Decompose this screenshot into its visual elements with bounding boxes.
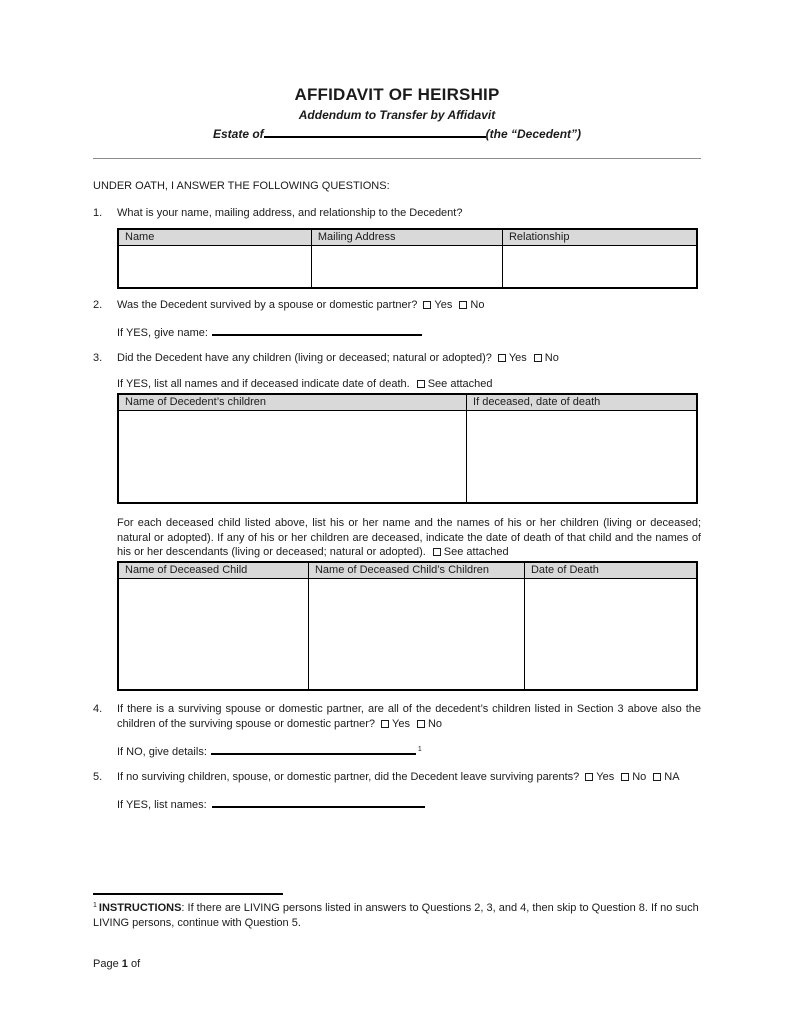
- q3-followup-label: If YES, list all names and if deceased indicate date of death.: [117, 377, 410, 390]
- header-divider: [93, 158, 701, 159]
- q3-see-attached-label: See attached: [427, 377, 493, 390]
- question-1-text: What is your name, mailing address, and relationship to the Decedent?: [117, 207, 463, 219]
- children-table-input-row: [118, 410, 697, 503]
- affiant-info-table: [117, 228, 698, 289]
- q2-followup-label: If YES, give name:: [117, 326, 208, 339]
- q3-yes-label: Yes: [508, 351, 527, 364]
- page-label: Page: [93, 958, 119, 971]
- date-of-death-column-header: Date of Death: [524, 562, 697, 579]
- question-3: [93, 351, 701, 366]
- question-4: [93, 702, 701, 732]
- q4-followup-line: [117, 743, 701, 760]
- deceased-child-children-cell[interactable]: [308, 578, 524, 690]
- children-table-header-row: [118, 394, 697, 411]
- footnote-text: : If there are LIVING persons listed in answers to Questions 2, 3, and 4, then skip to Question 8. If no such LIVING persons, continue with Question 5.: [93, 902, 699, 930]
- deceased-child-name-cell[interactable]: [118, 578, 308, 690]
- q5-na-checkbox[interactable]: [653, 773, 661, 781]
- q5-no-checkbox[interactable]: [621, 773, 629, 781]
- parents-names-field[interactable]: [212, 796, 425, 808]
- q5-yes-checkbox[interactable]: [585, 773, 593, 781]
- affiant-relationship-cell[interactable]: [502, 246, 697, 288]
- question-2-number: 2.: [93, 298, 103, 311]
- q3-followup-line: [117, 377, 701, 392]
- page-number: 1: [121, 958, 128, 971]
- children-names-cell[interactable]: [118, 410, 467, 503]
- q4-footnote-reference: 1: [417, 745, 422, 753]
- q4-yes-label: Yes: [392, 718, 410, 731]
- details-field[interactable]: [211, 743, 416, 755]
- estate-of-label: Estate of: [212, 127, 264, 141]
- mailing-address-column-header: Mailing Address: [311, 229, 502, 246]
- question-1: [93, 206, 701, 221]
- deceased-child-children-column-header: Name of Deceased Child’s Children: [308, 562, 524, 579]
- q4-followup-label: If NO, give details:: [117, 746, 207, 759]
- relationship-column-header: Relationship: [502, 229, 697, 246]
- q5-followup-line: [117, 796, 701, 813]
- spouse-name-field[interactable]: [212, 324, 422, 336]
- intro-statement: UNDER OATH, I ANSWER THE FOLLOWING QUESTIONS:: [93, 180, 390, 192]
- estate-line: [93, 126, 701, 142]
- deceased-child-table-header-row: [118, 562, 697, 579]
- q4-yes-checkbox[interactable]: [381, 720, 389, 728]
- affiant-mailing-address-cell[interactable]: [311, 246, 502, 288]
- footnote: [93, 901, 701, 931]
- page-title: AFFIDAVIT OF HEIRSHIP: [294, 85, 500, 104]
- q4-no-checkbox[interactable]: [417, 720, 425, 728]
- q5-na-label: NA: [664, 771, 680, 784]
- date-of-death-cell[interactable]: [524, 578, 697, 690]
- affiant-name-cell[interactable]: [118, 246, 311, 288]
- q3-yes-checkbox[interactable]: [498, 354, 506, 362]
- deceased-see-attached-label: See attached: [443, 546, 509, 559]
- q2-no-checkbox[interactable]: [459, 301, 467, 309]
- deceased-child-table-input-row: [118, 578, 697, 690]
- question-3-number: 3.: [93, 351, 103, 364]
- deceased-child-name-column-header: Name of Deceased Child: [118, 562, 308, 579]
- decedent-children-table: [117, 393, 698, 505]
- q5-yes-label: Yes: [596, 771, 615, 784]
- affiant-table-input-row: [118, 246, 697, 288]
- q2-yes-label: Yes: [434, 298, 453, 311]
- deceased-child-paragraph: [117, 516, 701, 560]
- document-subtitle: Addendum to Transfer by Affidavit: [298, 108, 496, 122]
- estate-name-field[interactable]: [264, 126, 486, 138]
- question-4-text: If there is a surviving spouse or domestic partner, are all of the decedent’s children listed in Section 3 above also the children of the surviving spouse or domestic partner?: [117, 703, 701, 731]
- document-header: [93, 85, 701, 142]
- question-2: [93, 298, 701, 313]
- footnote-divider: [93, 893, 283, 895]
- question-4-number: 4.: [93, 703, 103, 716]
- question-1-number: 1.: [93, 207, 103, 219]
- question-5: [93, 770, 701, 785]
- of-label: of: [130, 958, 141, 971]
- affiant-table-header-row: [118, 229, 697, 246]
- footnote-reference: 1: [93, 901, 97, 909]
- q5-followup-label: If YES, list names:: [117, 799, 207, 812]
- decedent-label: (the “Decedent”): [485, 127, 582, 141]
- q2-followup-line: [117, 324, 701, 341]
- q3-see-attached-checkbox[interactable]: [417, 380, 425, 388]
- q3-no-checkbox[interactable]: [534, 354, 542, 362]
- question-2-text: Was the Decedent survived by a spouse or domestic partner?: [117, 298, 418, 311]
- q4-no-label: No: [427, 718, 443, 731]
- q3-no-label: No: [544, 351, 559, 364]
- q2-yes-checkbox[interactable]: [423, 301, 431, 309]
- footnote-label: INSTRUCTIONS: [98, 902, 182, 915]
- q5-no-label: No: [632, 771, 647, 784]
- question-3-text: Did the Decedent have any children (living or deceased; natural or adopted)?: [117, 351, 492, 364]
- question-5-number: 5.: [93, 771, 103, 784]
- deceased-child-table: [117, 561, 698, 692]
- question-5-text: If no surviving children, spouse, or domestic partner, did the Decedent leave surviving parents?: [117, 771, 580, 784]
- q2-no-label: No: [470, 298, 485, 311]
- children-name-column-header: Name of Decedent’s children: [118, 394, 467, 411]
- children-death-dates-cell[interactable]: [467, 410, 697, 503]
- deceased-child-paragraph-text: For each deceased child listed above, list his or her name and the names of his or her children (living or deceased; natural or adopted). If any of his or her children are deceased, indicate the date of death of that child and the names of his or her descendants (living or deceased; natural or adopted).: [117, 517, 701, 559]
- deceased-see-attached-checkbox[interactable]: [433, 548, 441, 556]
- children-death-date-column-header: If deceased, date of death: [467, 394, 697, 411]
- page-footer: [93, 957, 701, 972]
- name-column-header: Name: [118, 229, 311, 246]
